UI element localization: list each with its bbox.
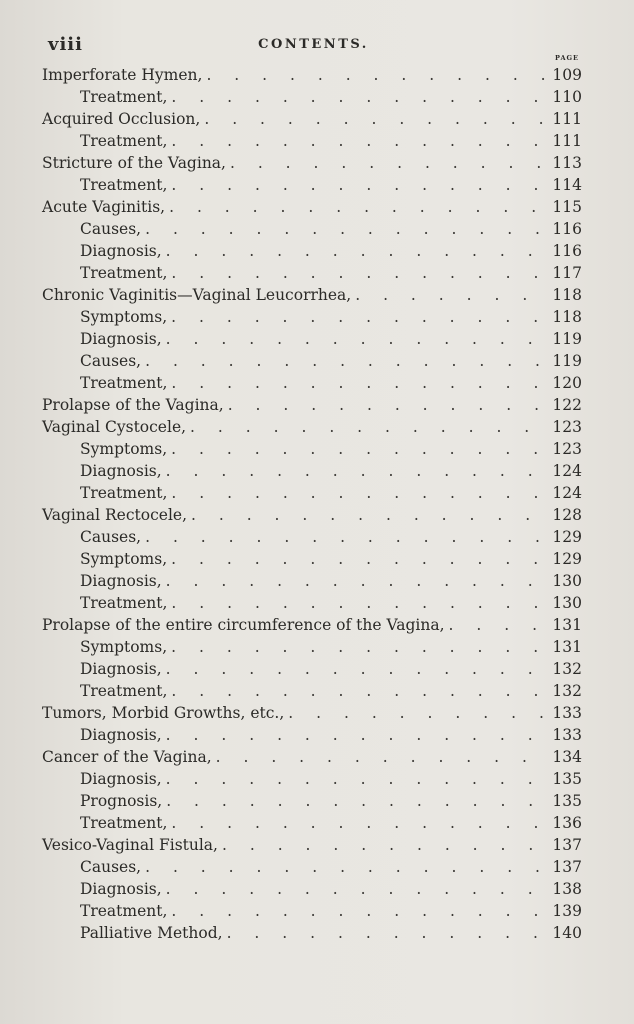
toc-entry-page: 134: [552, 748, 582, 766]
toc-entry-title: Acute Vaginitis,: [42, 198, 166, 216]
dot-leader: [228, 394, 549, 416]
toc-entry-page: 118: [552, 286, 582, 304]
toc-entry-title: Treatment,: [80, 88, 168, 106]
toc-entry-page: 140: [552, 924, 582, 942]
toc-entry-title: Causes,: [80, 858, 142, 876]
toc-entry-page: 111: [552, 110, 582, 128]
dot-leader: [166, 570, 549, 592]
toc-subentry: [42, 328, 582, 350]
toc-entry-page: 129: [552, 550, 582, 568]
toc-entry-title: Diagnosis,: [80, 660, 162, 678]
toc-subentry: [42, 724, 582, 746]
toc-entry-page: 109: [552, 66, 582, 84]
toc-entry-title: Vaginal Cystocele,: [42, 418, 187, 436]
toc-entry-page: 138: [552, 880, 582, 898]
dot-leader: [171, 812, 548, 834]
toc-entry-title: Chronic Vaginitis—Vaginal Leucorrhea,: [42, 286, 352, 304]
dot-leader: [171, 86, 548, 108]
dot-leader: [171, 130, 548, 152]
toc-subentry: [42, 680, 582, 702]
dot-leader: [171, 372, 548, 394]
toc-entry-page: 115: [552, 198, 582, 216]
toc-entry: [42, 504, 582, 526]
toc-entry-page: 136: [552, 814, 582, 832]
dot-leader: [166, 460, 549, 482]
toc-entry-page: 137: [552, 836, 582, 854]
dot-leader: [171, 262, 548, 284]
toc-entry-title: Treatment,: [80, 484, 168, 502]
toc-entry-page: 118: [552, 308, 582, 326]
dot-leader: [166, 658, 549, 680]
toc-subentry: [42, 790, 582, 812]
table-of-contents: [42, 64, 582, 944]
dot-leader: [171, 548, 548, 570]
dot-leader: [171, 636, 548, 658]
toc-entry-page: 135: [552, 770, 582, 788]
toc-entry-page: 133: [552, 726, 582, 744]
dot-leader: [355, 284, 548, 306]
toc-subentry: [42, 130, 582, 152]
toc-entry-page: 116: [552, 220, 582, 238]
toc-entry-title: Treatment,: [80, 264, 168, 282]
dot-leader: [171, 174, 548, 196]
toc-entry-title: Treatment,: [80, 594, 168, 612]
dot-leader: [166, 878, 549, 900]
toc-entry-page: 133: [552, 704, 582, 722]
toc-entry-page: 113: [552, 154, 582, 172]
toc-entry-page: 137: [552, 858, 582, 876]
toc-subentry: [42, 768, 582, 790]
dot-leader: [145, 350, 548, 372]
toc-entry-page: 119: [552, 330, 582, 348]
toc-subentry: [42, 878, 582, 900]
toc-entry: [42, 152, 582, 174]
toc-subentry: [42, 372, 582, 394]
dot-leader: [166, 328, 549, 350]
toc-subentry: [42, 636, 582, 658]
toc-entry-title: Diagnosis,: [80, 770, 162, 788]
toc-entry-title: Treatment,: [80, 814, 168, 832]
toc-subentry: [42, 856, 582, 878]
toc-entry-title: Treatment,: [80, 902, 168, 920]
dot-leader: [222, 834, 548, 856]
toc-subentry: [42, 592, 582, 614]
toc-entry: [42, 196, 582, 218]
toc-subentry: [42, 306, 582, 328]
toc-entry-page: 116: [552, 242, 582, 260]
toc-entry-page: 132: [552, 682, 582, 700]
toc-entry-page: 130: [552, 594, 582, 612]
dot-leader: [449, 614, 549, 636]
toc-subentry: [42, 570, 582, 592]
toc-entry-title: Cancer of the Vagina,: [42, 748, 212, 766]
toc-entry-title: Prognosis,: [80, 792, 163, 810]
toc-entry-page: 131: [552, 616, 582, 634]
toc-subentry: [42, 460, 582, 482]
dot-leader: [171, 306, 548, 328]
dot-leader: [169, 196, 548, 218]
toc-subentry: [42, 438, 582, 460]
toc-entry-title: Diagnosis,: [80, 462, 162, 480]
page-number: viii: [48, 34, 83, 55]
toc-entry-page: 129: [552, 528, 582, 546]
toc-subentry: [42, 174, 582, 196]
toc-entry-title: Vaginal Rectocele,: [42, 506, 187, 524]
toc-entry-page: 139: [552, 902, 582, 920]
page-header: [48, 34, 579, 62]
toc-entry: [42, 64, 582, 86]
dot-leader: [288, 702, 548, 724]
toc-entry-title: Diagnosis,: [80, 242, 162, 260]
toc-entry-page: 119: [552, 352, 582, 370]
page-title: CONTENTS.: [258, 37, 369, 52]
toc-entry-title: Vesico-Vaginal Fistula,: [42, 836, 218, 854]
toc-subentry: [42, 240, 582, 262]
dot-leader: [171, 680, 548, 702]
toc-entry-title: Causes,: [80, 528, 142, 546]
toc-entry-title: Symptoms,: [80, 440, 168, 458]
dot-leader: [204, 108, 548, 130]
toc-subentry: [42, 922, 582, 944]
toc-subentry: [42, 900, 582, 922]
toc-entry: [42, 394, 582, 416]
toc-subentry: [42, 86, 582, 108]
dot-leader: [171, 482, 548, 504]
dot-leader: [191, 504, 548, 526]
toc-entry-title: Palliative Method,: [80, 924, 223, 942]
toc-entry-title: Imperforate Hymen,: [42, 66, 203, 84]
dot-leader: [190, 416, 548, 438]
toc-entry-title: Diagnosis,: [80, 330, 162, 348]
toc-entry-title: Stricture of the Vagina,: [42, 154, 226, 172]
dot-leader: [166, 240, 549, 262]
toc-entry: [42, 834, 582, 856]
dot-leader: [230, 152, 548, 174]
toc-entry-page: 124: [552, 462, 582, 480]
toc-entry-title: Causes,: [80, 352, 142, 370]
toc-entry-title: Treatment,: [80, 176, 168, 194]
toc-entry-title: Acquired Occlusion,: [42, 110, 201, 128]
toc-entry: [42, 614, 582, 636]
dot-leader: [166, 768, 549, 790]
toc-entry-title: Tumors, Morbid Growths, etc.,: [42, 704, 285, 722]
toc-entry-title: Prolapse of the entire circumference of the Vagina,: [42, 616, 445, 634]
dot-leader: [145, 856, 548, 878]
toc-entry-title: Symptoms,: [80, 638, 168, 656]
toc-subentry: [42, 482, 582, 504]
toc-entry-page: 114: [552, 176, 582, 194]
toc-entry-title: Causes,: [80, 220, 142, 238]
toc-entry: [42, 746, 582, 768]
toc-subentry: [42, 658, 582, 680]
toc-subentry: [42, 350, 582, 372]
toc-entry-title: Symptoms,: [80, 308, 168, 326]
dot-leader: [227, 922, 549, 944]
toc-entry: [42, 284, 582, 306]
toc-entry-title: Symptoms,: [80, 550, 168, 568]
dot-leader: [145, 218, 548, 240]
toc-entry-page: 111: [552, 132, 582, 150]
toc-entry-page: 123: [552, 418, 582, 436]
toc-entry-title: Treatment,: [80, 682, 168, 700]
toc-subentry: [42, 812, 582, 834]
toc-entry: [42, 702, 582, 724]
toc-subentry: [42, 262, 582, 284]
toc-entry-page: 130: [552, 572, 582, 590]
toc-entry-page: 122: [552, 396, 582, 414]
dot-leader: [216, 746, 549, 768]
page-column-label: PAGE: [555, 54, 579, 62]
toc-entry: [42, 108, 582, 130]
dot-leader: [166, 790, 548, 812]
toc-entry-page: 123: [552, 440, 582, 458]
toc-entry-title: Treatment,: [80, 132, 168, 150]
toc-entry-page: 132: [552, 660, 582, 678]
toc-subentry: [42, 548, 582, 570]
dot-leader: [166, 724, 549, 746]
toc-entry-page: 110: [552, 88, 582, 106]
toc-entry: [42, 416, 582, 438]
toc-entry-title: Diagnosis,: [80, 726, 162, 744]
toc-entry-page: 120: [552, 374, 582, 392]
toc-entry-title: Diagnosis,: [80, 572, 162, 590]
dot-leader: [145, 526, 548, 548]
toc-entry-page: 135: [552, 792, 582, 810]
toc-entry-page: 124: [552, 484, 582, 502]
dot-leader: [171, 438, 548, 460]
toc-entry-title: Treatment,: [80, 374, 168, 392]
toc-entry-page: 128: [552, 506, 582, 524]
toc-subentry: [42, 218, 582, 240]
toc-entry-title: Prolapse of the Vagina,: [42, 396, 224, 414]
dot-leader: [206, 64, 548, 86]
toc-entry-page: 131: [552, 638, 582, 656]
dot-leader: [171, 592, 548, 614]
toc-entry-page: 117: [552, 264, 582, 282]
dot-leader: [171, 900, 548, 922]
toc-entry-title: Diagnosis,: [80, 880, 162, 898]
toc-subentry: [42, 526, 582, 548]
